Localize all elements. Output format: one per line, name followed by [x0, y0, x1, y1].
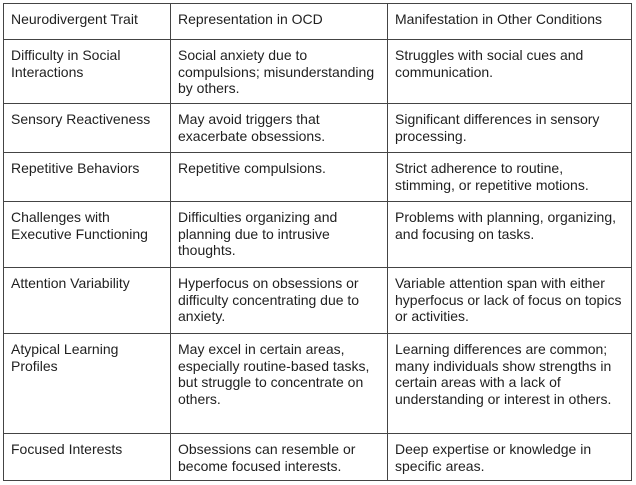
table-row [4, 104, 632, 153]
other-conditions-cell: Significant differences in sensory processing. [388, 104, 632, 153]
header-cell: Manifestation in Other Conditions [388, 4, 632, 40]
table-row [4, 334, 632, 434]
ocd-cell: May avoid triggers that exacerbate obsessions. [171, 104, 388, 153]
other-conditions-cell: Strict adherence to routine, stimming, or repetitive motions. [388, 153, 632, 202]
header-cell: Representation in OCD [171, 4, 388, 40]
ocd-cell: Hyperfocus on obsessions or difficulty concentrating due to anxiety. [171, 268, 388, 334]
table-row [4, 434, 632, 481]
table-row [4, 40, 632, 104]
trait-cell: Atypical Learning Profiles [4, 334, 171, 434]
trait-cell: Attention Variability [4, 268, 171, 334]
other-conditions-cell: Problems with planning, organizing, and focusing on tasks. [388, 202, 632, 268]
other-conditions-cell: Deep expertise or knowledge in specific areas. [388, 434, 632, 481]
trait-cell: Difficulty in Social Interactions [4, 40, 171, 104]
ocd-cell: Social anxiety due to compulsions; misunderstanding by others. [171, 40, 388, 104]
trait-cell: Repetitive Behaviors [4, 153, 171, 202]
table-row [4, 153, 632, 202]
header-cell: Neurodivergent Trait [4, 4, 171, 40]
comparison-table [3, 3, 632, 481]
table-row [4, 202, 632, 268]
other-conditions-cell: Learning differences are common; many individuals show strengths in certain areas with a lack of understanding or interest in others. [388, 334, 632, 434]
table-row [4, 268, 632, 334]
ocd-cell: May excel in certain areas, especially routine-based tasks, but struggle to concentrate on others. [171, 334, 388, 434]
other-conditions-cell: Variable attention span with either hyperfocus or lack of focus on topics or activities. [388, 268, 632, 334]
trait-cell: Challenges with Executive Functioning [4, 202, 171, 268]
other-conditions-cell: Struggles with social cues and communication. [388, 40, 632, 104]
ocd-cell: Repetitive compulsions. [171, 153, 388, 202]
trait-cell: Focused Interests [4, 434, 171, 481]
ocd-cell: Difficulties organizing and planning due to intrusive thoughts. [171, 202, 388, 268]
ocd-cell: Obsessions can resemble or become focused interests. [171, 434, 388, 481]
trait-cell: Sensory Reactiveness [4, 104, 171, 153]
header-row [4, 4, 632, 40]
